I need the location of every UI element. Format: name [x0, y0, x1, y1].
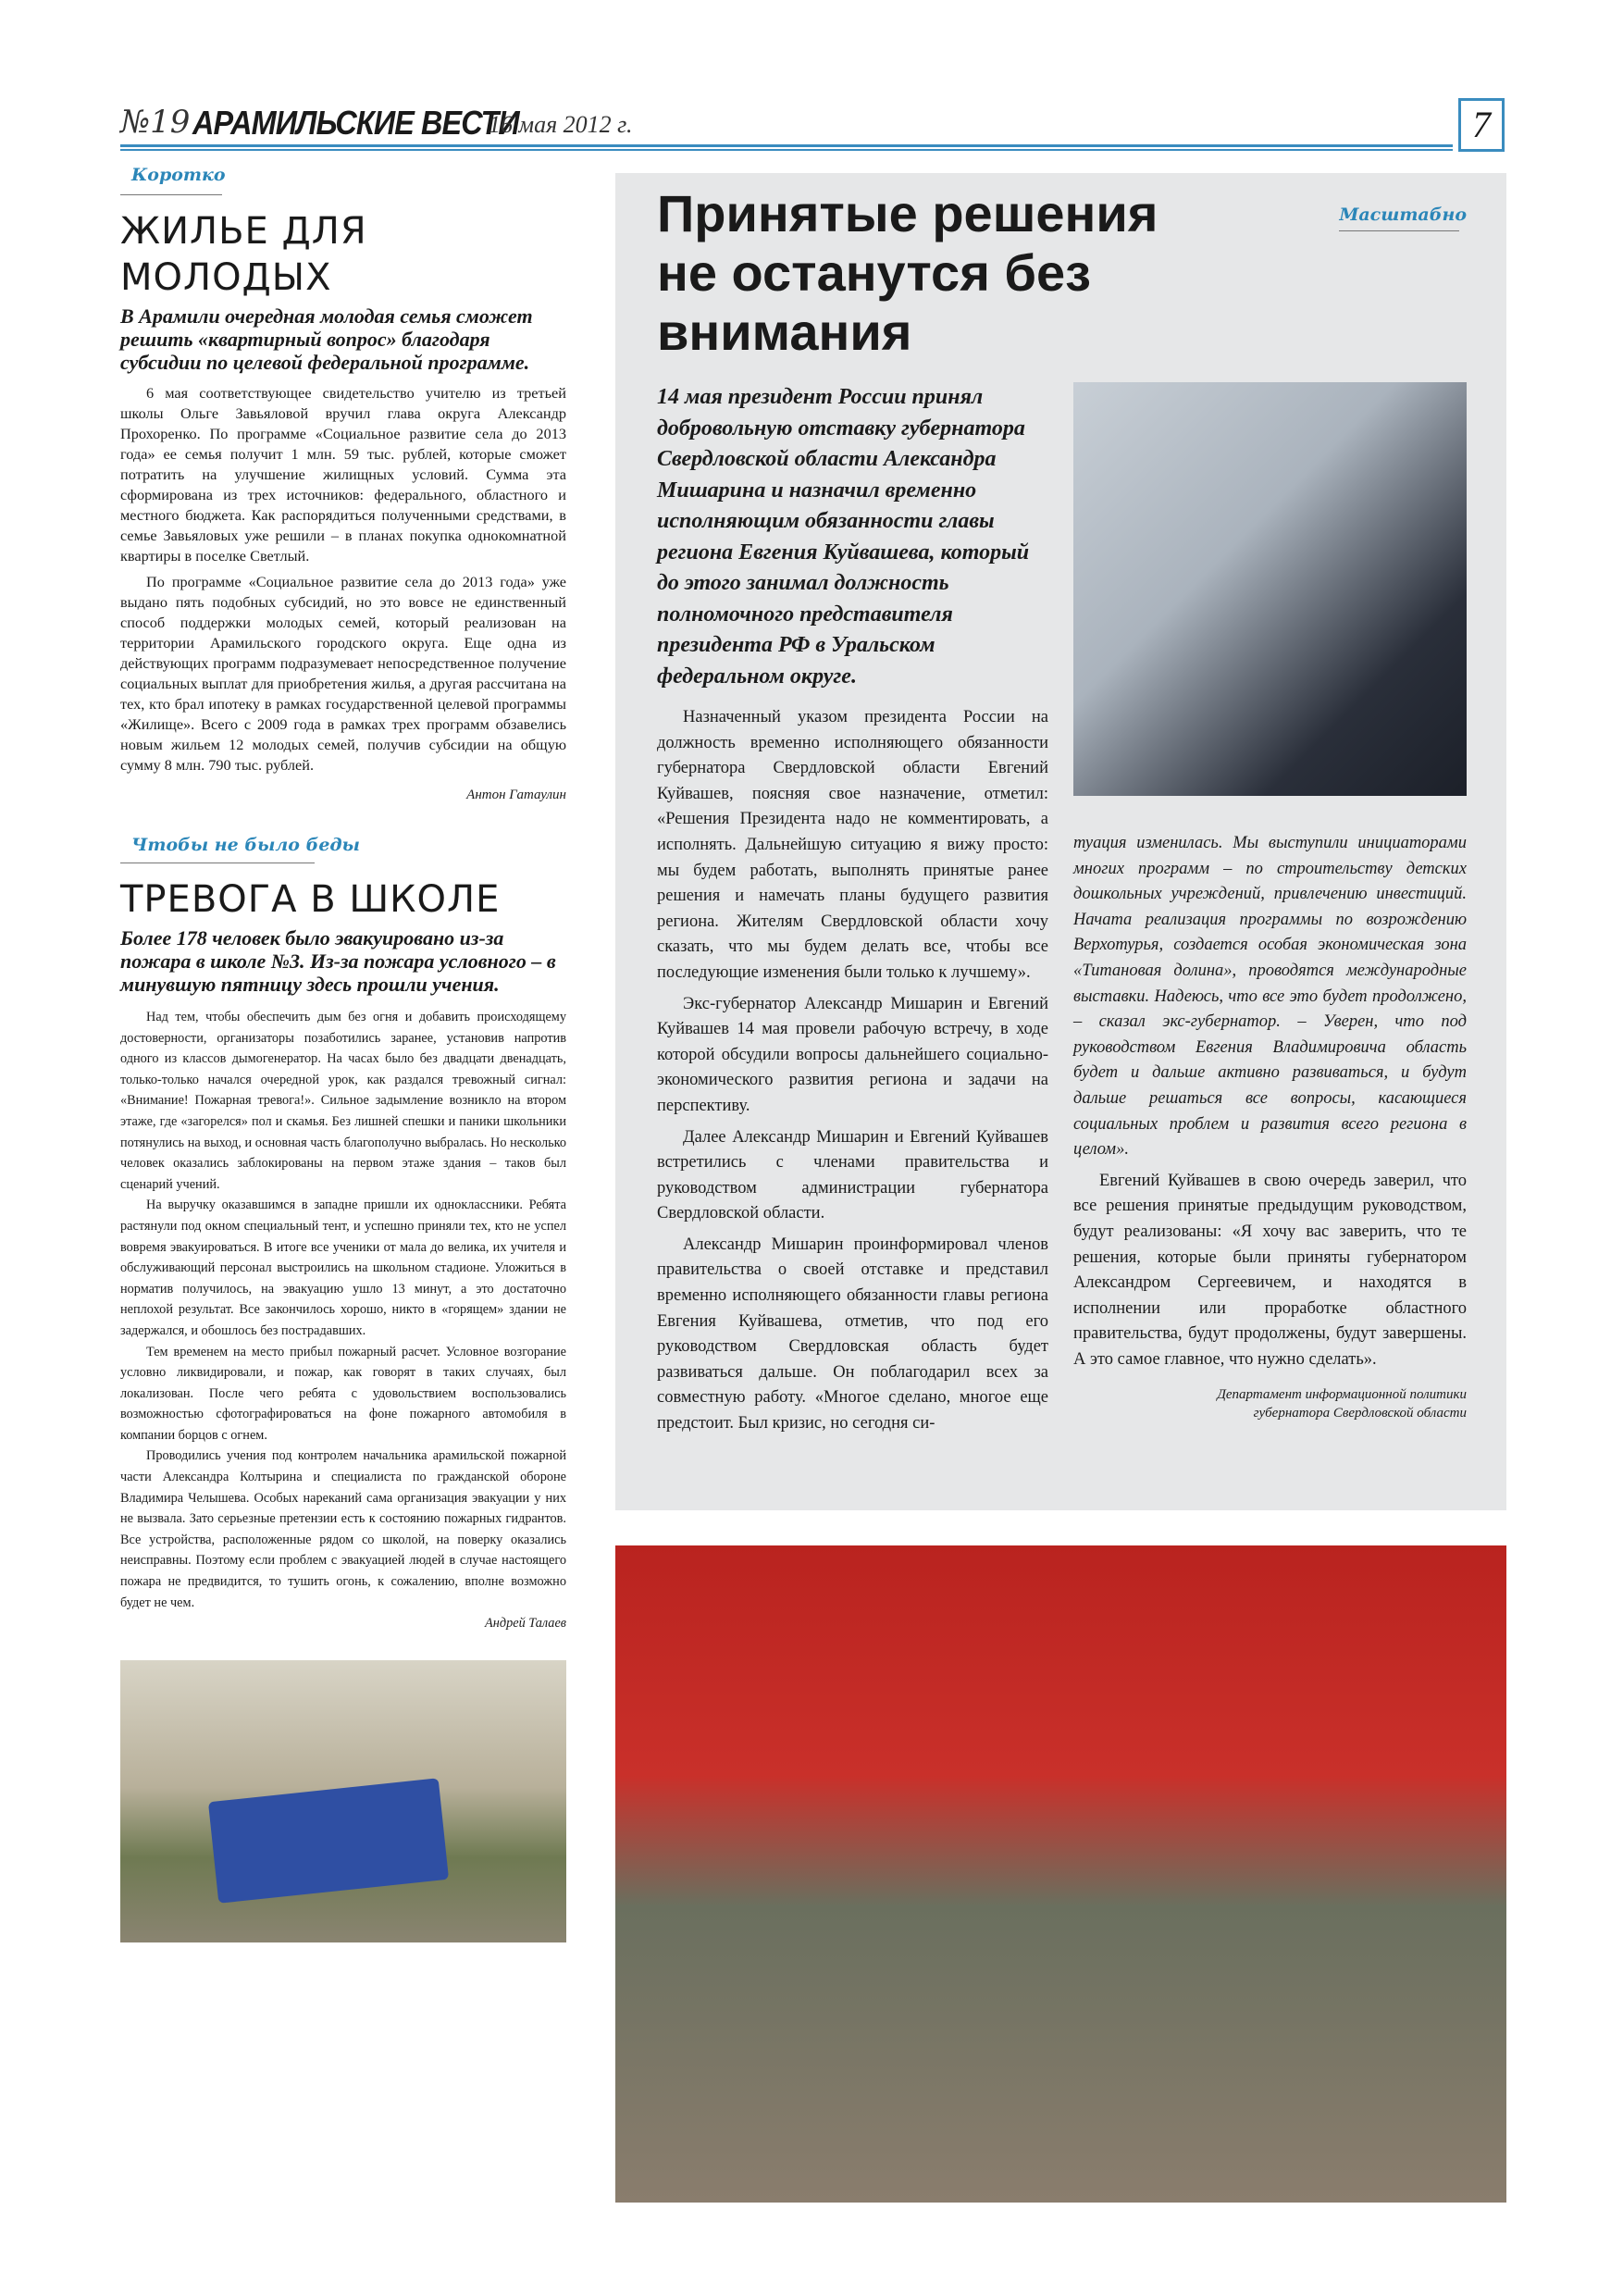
credit-line: Департамент информационной политики	[1217, 1387, 1467, 1403]
article3-col2-body	[1073, 831, 1467, 1422]
rubric-korotko: Коротко	[131, 165, 226, 185]
header-rule-thin	[120, 149, 1453, 151]
header-rule	[120, 144, 1453, 147]
article2-author: Андрей Талаев	[485, 1616, 566, 1632]
article2-title: ТРЕВОГА В ШКОЛЕ	[120, 878, 501, 921]
article3-col1-body	[657, 705, 1048, 1437]
rubric-underline	[120, 194, 222, 195]
newspaper-title: АРАМИЛЬСКИЕ ВЕСТИ	[192, 104, 519, 142]
article3-col1	[657, 382, 1048, 1437]
title-line: не останутся без внимания	[657, 243, 1091, 361]
rescue-tent	[208, 1778, 449, 1904]
paragraph: Александр Мишарин проинформировал членов правительства о своей отставке и представил временно исполняющего обязанности главы региона Евгения Куйвашева, отметив, что под его руководством Свердловская область будет развиваться дальше. Он поблагодарил всех за совместную работу. «Многое сделано, многое еще предстоит. Был кризис, но сегодня си-	[657, 1235, 1048, 1433]
page-number: 7	[1458, 98, 1505, 152]
evacuation-photo	[120, 1660, 566, 1942]
article2-body	[120, 1007, 566, 1634]
title-line: Принятые решения	[657, 184, 1158, 242]
paragraph: По программе «Социальное развитие села до 2013 года» уже выдано пять подобных субсидий, но это вовсе не единственный способ поддержки молодых семей, который реализован на территории Арамильского городского округа. Еще одна из действующих программ подразумевает непосредственное получение социальных выплат для приобретения жилья, а другая рассчитана на тех, кто брал ипотеку в рамках государственной целевой программы «Жилище». Всего с 2009 года в рамках трех программ обзавелись новым жильем 12 молодых семей, получив субсидии на общую сумму 8 млн. 790 тыс. рублей.	[120, 573, 566, 774]
paragraph: Евгений Куйвашев в свою очередь заверил, что все решения принятые предыдущим руководством, будут реализованы: «Я хочу вас заверить, что те решения, которые были приняты губернатором Александром Сергеевичем, и находятся в исполнении или проработке областного правительства, будут продолжены, будут завершены. А это самое главное, что нужно сделать».	[1073, 1171, 1467, 1369]
paragraph: Тем временем на место прибыл пожарный расчет. Условное возгорание условно ликвидировали, и пожар, как говорят в таких случаях, был локализован. После чего ребята с удовольствием воспользовались возможностью сфотографироваться на фоне пожарного автомобиля в компании борцов с огнем.	[120, 1344, 566, 1443]
article3-credit	[1073, 1385, 1467, 1422]
article1-lead: В Арамили очередная молодая семья сможет решить «квартирный вопрос» благодаря субсидии по целевой федеральной программе.	[120, 304, 533, 374]
article3-lead: 14 мая президент России принял добровольную отставку губернатора Свердловской области Александра Мишарина и назначил временно исполняющим обязанности главы региона Евгения Куйвашева, который до этого занимал должность полномочного представителя президента РФ в Уральском федеральном округе.	[657, 385, 1030, 689]
article1-title: ЖИЛЬЕ ДЛЯ МОЛОДЫХ	[120, 210, 367, 299]
article1-author: Антон Гатаулин	[466, 788, 566, 802]
feature-box	[615, 173, 1506, 1510]
rubric-block	[1339, 203, 1467, 231]
article3-header	[657, 184, 1467, 362]
governor-portrait	[1073, 382, 1467, 796]
article3-title	[657, 184, 1339, 362]
article3-columns	[657, 382, 1467, 1437]
paragraph: Далее Александр Мишарин и Евгений Куйвашев встретились с членами правительства и руководством администрации губернатора Свердловской области.	[657, 1127, 1048, 1223]
paragraph: Назначенный указом президента России на должность временно исполняющего обязанности губернатора Свердловской области Евгений Куйвашев, поясняя свое назначение, отметил: «Решения Президента надо не комментировать, а исполнять. Дальнейшую ситуацию я вижу просто: мы будем работать, выполнять принятые ранее решения и намечать планы будущего развития региона. Жителям Свердловской области хочу сказать, что мы будем делать все, чтобы все последующие изменения были только к лучшему».	[657, 708, 1048, 982]
paragraph: 6 мая соответствующее свидетельство учителю из третьей школы Ольге Завьяловой вручил глава округа Александр Прохоренко. По программе «Социальное развитие села до 2013 года» ее семья получит 1 млн. 59 тыс. рублей, которые сможет потратить на улучшение жилищных условий. Сумма эта сформирована из трех источников: федерального, областного и местного бюджета. Как распорядиться полученными средствами, в семье Завьяловых уже решили – в планах покупка однокомнатной квартиры в поселке Светлый.	[120, 384, 566, 565]
paragraph: туация изменилась. Мы выступили инициаторами многих программ – по строительству детских дошкольных учреждений, привлечению инвестиций. Начата реализация программы по возрождению Верхотурья, создается особая экономическая зона «Титановая долина», проводятся международные выставки. Надеюсь, что все это будет продолжено, – сказал экс-губернатор. – Уверен, что под руководством Евгения Владимировича область будет и дальше активно развиваться, и будут дальше решаться все вопросы, касающиеся социальных проблем и развития всего региона в целом».	[1073, 834, 1467, 1160]
rubric-bedy: Чтобы не было беды	[131, 835, 360, 855]
paragraph: На выручку оказавшимся в западне пришли их одноклассники. Ребята растянули под окном специальный тент, и успешно приняли тех, кто не успел вовремя эвакуироваться. В итоге все ученики от мала до велика, их учителя и обслуживающий персонал выстроились на школьном стадионе. Уложиться в норматив получилось, на эвакуацию ушло 13 минут, а это достаточно неплохой результат. Все закончилось хорошо, никто в «горящем» здании не задержался, и обошлось без пострадавших.	[120, 1198, 566, 1338]
issue-number: №19	[120, 104, 191, 141]
paragraph: Экс-губернатор Александр Мишарин и Евгений Куйвашев 14 мая провели рабочую встречу, в ходе которой обсудили вопросы дальнейшего социально-экономического развития региона и задачи на перспективу.	[657, 994, 1048, 1115]
paragraph: Над тем, чтобы обеспечить дым без огня и добавить происходящему достоверности, организаторы позаботились заранее, установив напротив одного из классов дымогенератор. На часах было без двадцати двенадцать, только-только начался очередной урок, как раздался тревожный сигнал: «Внимание! Пожарная тревога!». Сильное задымление возникло на втором этаже, где «загорелся» пол и скамья. Без лишней спешки и паники школьники потянулись на выход, и основная часть благополучно выбралась. Но несколько человек оказались заблокированы на первом этаже здания – таков был сценарий учений.	[120, 1010, 566, 1192]
left-column	[120, 163, 566, 1942]
rubric-masshtabno: Масштабно	[1339, 205, 1467, 225]
firefighters-children-photo	[615, 1545, 1506, 2203]
article3-col2	[1073, 382, 1467, 1437]
issue-date: 16 мая 2012 г.	[489, 111, 633, 138]
rubric-underline	[1339, 230, 1459, 231]
paragraph: Проводились учения под контролем начальника арамильской пожарной части Александра Колтырина и специалиста по гражданской обороне Владимира Челышева. Особых нареканий сама организация эвакуации у них не вызвала. Зато серьезные претензии есть к состоянию пожарных гидрантов. Все устройства, расположенные рядом со школой, на поверку оказались неисправны. Поэтому если проблем с эвакуацией людей в случае настоящего пожара не предвидится, то тушить огонь, к сожалению, вполне возможно будет не чем.	[120, 1448, 566, 1610]
article1-body	[120, 383, 566, 805]
credit-line: губернатора Свердловской области	[1253, 1406, 1467, 1421]
article2-lead: Более 178 человек было эвакуировано из-за пожара в школе №3. Из-за пожара условного – в минувшую пятницу здесь прошли учения.	[120, 926, 556, 996]
